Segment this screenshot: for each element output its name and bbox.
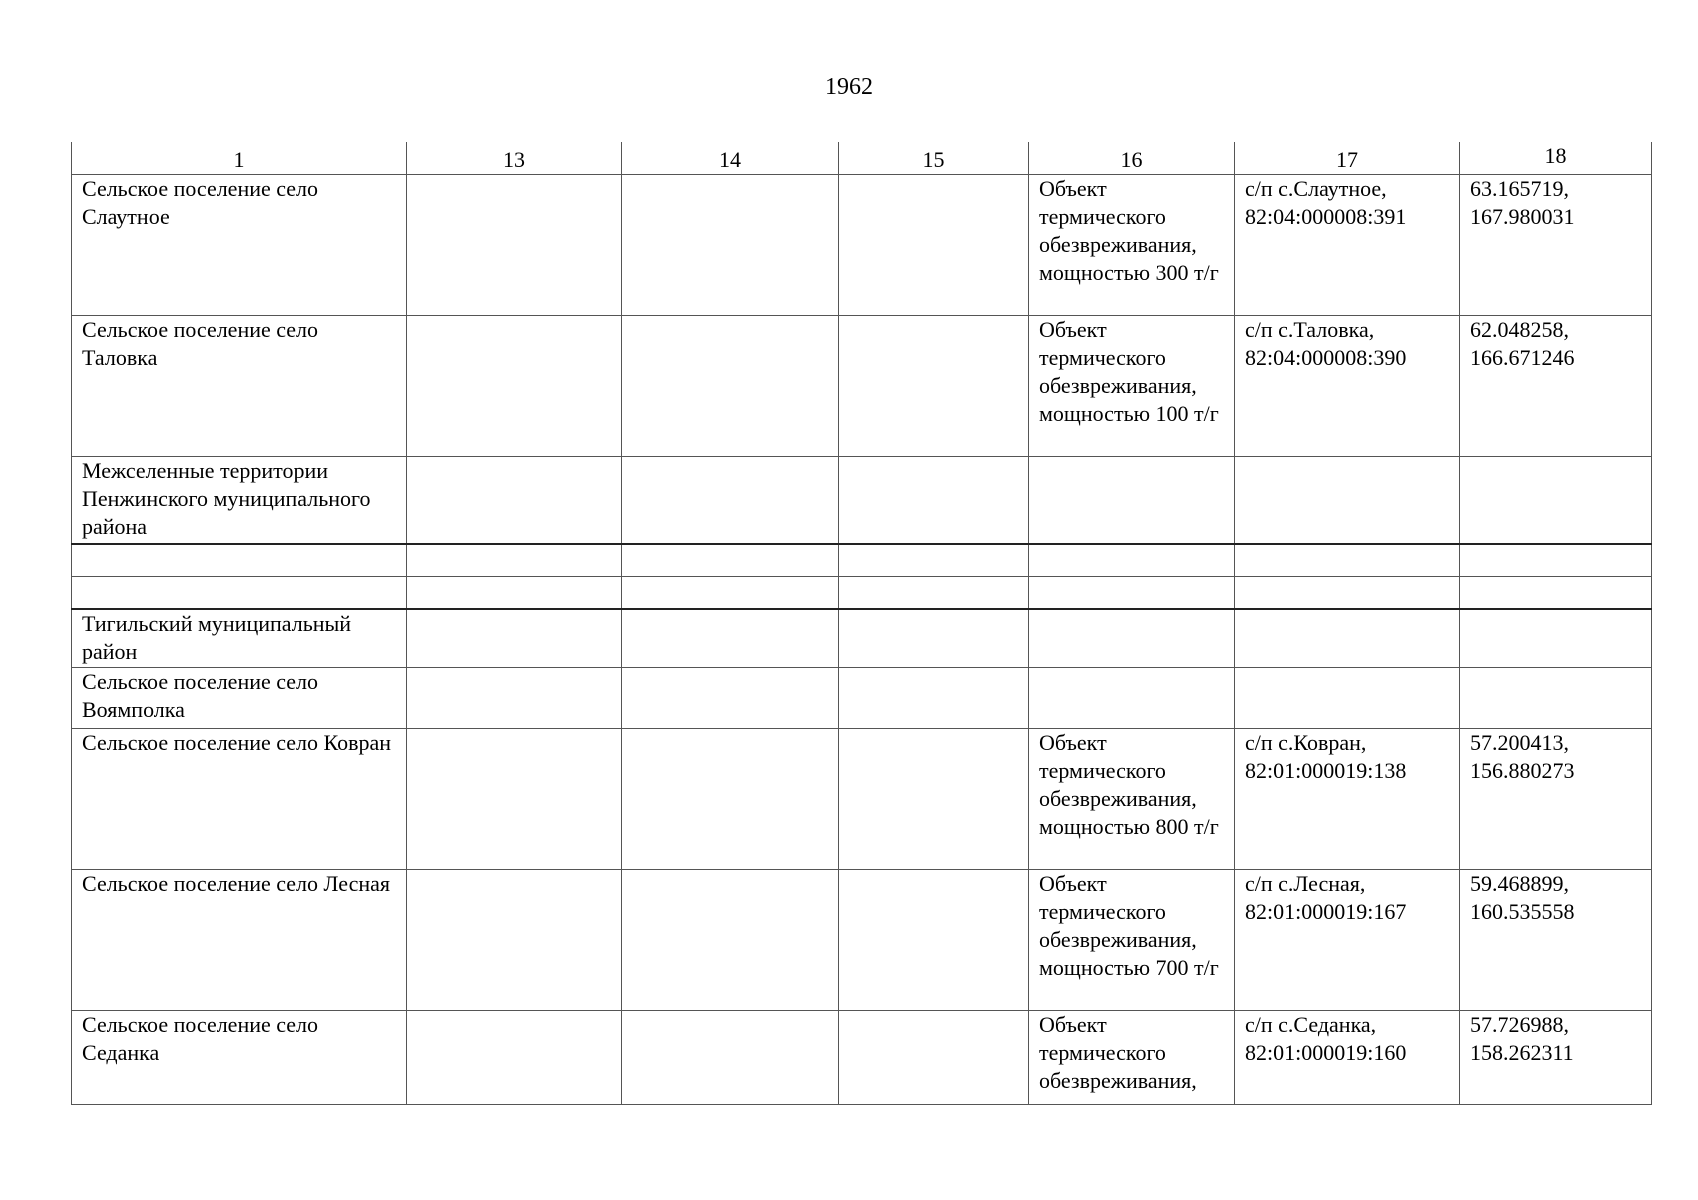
location-cell: с/п с.Таловка, 82:04:000008:390 bbox=[1235, 316, 1460, 457]
col15-cell bbox=[839, 668, 1029, 729]
settlement-name-cell: Сельское поселение село Слаутное bbox=[72, 175, 407, 316]
column-header: 13 bbox=[407, 142, 622, 175]
settlement-name-cell bbox=[72, 544, 407, 577]
object-cell bbox=[1029, 544, 1235, 577]
object-cell: Объект термического обезвреживания, мощностью 700 т/г bbox=[1029, 870, 1235, 1011]
location-cell bbox=[1235, 668, 1460, 729]
col14-cell bbox=[622, 577, 839, 610]
object-cell: Объект термического обезвреживания, bbox=[1029, 1011, 1235, 1105]
location-cell: с/п с.Слаутное, 82:04:000008:391 bbox=[1235, 175, 1460, 316]
col13-cell bbox=[407, 729, 622, 870]
column-header: 15 bbox=[839, 142, 1029, 175]
object-cell: Объект термического обезвреживания, мощностью 100 т/г bbox=[1029, 316, 1235, 457]
table-row bbox=[72, 577, 1652, 610]
table-row bbox=[72, 609, 1652, 668]
col15-cell bbox=[839, 457, 1029, 545]
settlement-name-cell: Сельское поселение село Седанка bbox=[72, 1011, 407, 1105]
coords-cell: 57.200413, 156.880273 bbox=[1460, 729, 1652, 870]
settlement-name-cell bbox=[72, 577, 407, 610]
col14-cell bbox=[622, 316, 839, 457]
location-cell: с/п с.Ковран, 82:01:000019:138 bbox=[1235, 729, 1460, 870]
col15-cell bbox=[839, 870, 1029, 1011]
col14-cell bbox=[622, 668, 839, 729]
location-cell bbox=[1235, 577, 1460, 610]
col13-cell bbox=[407, 316, 622, 457]
table-header-row bbox=[72, 142, 1652, 175]
coords-cell: 62.048258, 166.671246 bbox=[1460, 316, 1652, 457]
document-table bbox=[71, 142, 1652, 1105]
location-cell: с/п с.Лесная, 82:01:000019:167 bbox=[1235, 870, 1460, 1011]
object-cell: Объект термического обезвреживания, мощностью 800 т/г bbox=[1029, 729, 1235, 870]
table-row bbox=[72, 870, 1652, 1011]
col14-cell bbox=[622, 609, 839, 668]
col15-cell bbox=[839, 577, 1029, 610]
column-header: 14 bbox=[622, 142, 839, 175]
coords-cell: 63.165719, 167.980031 bbox=[1460, 175, 1652, 316]
object-cell bbox=[1029, 457, 1235, 545]
object-cell bbox=[1029, 577, 1235, 610]
col14-cell bbox=[622, 729, 839, 870]
settlement-name-cell: Сельское поселение село Таловка bbox=[72, 316, 407, 457]
object-cell: Объект термического обезвреживания, мощностью 300 т/г bbox=[1029, 175, 1235, 316]
col13-cell bbox=[407, 668, 622, 729]
coords-cell bbox=[1460, 668, 1652, 729]
col13-cell bbox=[407, 870, 622, 1011]
column-header: 16 bbox=[1029, 142, 1235, 175]
settlement-name-cell: Сельское поселение село Ковран bbox=[72, 729, 407, 870]
coords-cell bbox=[1460, 457, 1652, 545]
object-cell bbox=[1029, 668, 1235, 729]
col13-cell bbox=[407, 457, 622, 545]
settlement-name-cell: Сельское поселение село Лесная bbox=[72, 870, 407, 1011]
table-row bbox=[72, 175, 1652, 316]
table-row bbox=[72, 1011, 1652, 1105]
column-header: 17 bbox=[1235, 142, 1460, 175]
col15-cell bbox=[839, 316, 1029, 457]
coords-cell: 57.726988, 158.262311 bbox=[1460, 1011, 1652, 1105]
col13-cell bbox=[407, 544, 622, 577]
col13-cell bbox=[407, 577, 622, 610]
settlement-name-cell: Тигильский муниципальный район bbox=[72, 609, 407, 668]
col15-cell bbox=[839, 609, 1029, 668]
location-cell: с/п с.Седанка, 82:01:000019:160 bbox=[1235, 1011, 1460, 1105]
coords-cell bbox=[1460, 609, 1652, 668]
col14-cell bbox=[622, 1011, 839, 1105]
col14-cell bbox=[622, 870, 839, 1011]
col15-cell bbox=[839, 175, 1029, 316]
col15-cell bbox=[839, 729, 1029, 870]
coords-cell: 59.468899, 160.535558 bbox=[1460, 870, 1652, 1011]
coords-cell bbox=[1460, 577, 1652, 610]
location-cell bbox=[1235, 457, 1460, 545]
settlement-name-cell: Сельское поселение село Воямполка bbox=[72, 668, 407, 729]
col15-cell bbox=[839, 544, 1029, 577]
table-row bbox=[72, 544, 1652, 577]
col14-cell bbox=[622, 175, 839, 316]
column-header: 1 bbox=[72, 142, 407, 175]
page-number: 1962 bbox=[825, 74, 873, 100]
col13-cell bbox=[407, 175, 622, 316]
table-row bbox=[72, 457, 1652, 545]
col13-cell bbox=[407, 609, 622, 668]
coords-cell bbox=[1460, 544, 1652, 577]
col13-cell bbox=[407, 1011, 622, 1105]
object-cell bbox=[1029, 609, 1235, 668]
col14-cell bbox=[622, 544, 839, 577]
settlement-name-cell: Межселенные территории Пенжинского муниципального района bbox=[72, 457, 407, 545]
column-header: 18 bbox=[1460, 142, 1652, 175]
col14-cell bbox=[622, 457, 839, 545]
location-cell bbox=[1235, 609, 1460, 668]
col15-cell bbox=[839, 1011, 1029, 1105]
table-row bbox=[72, 316, 1652, 457]
table-row bbox=[72, 668, 1652, 729]
table-row bbox=[72, 729, 1652, 870]
location-cell bbox=[1235, 544, 1460, 577]
